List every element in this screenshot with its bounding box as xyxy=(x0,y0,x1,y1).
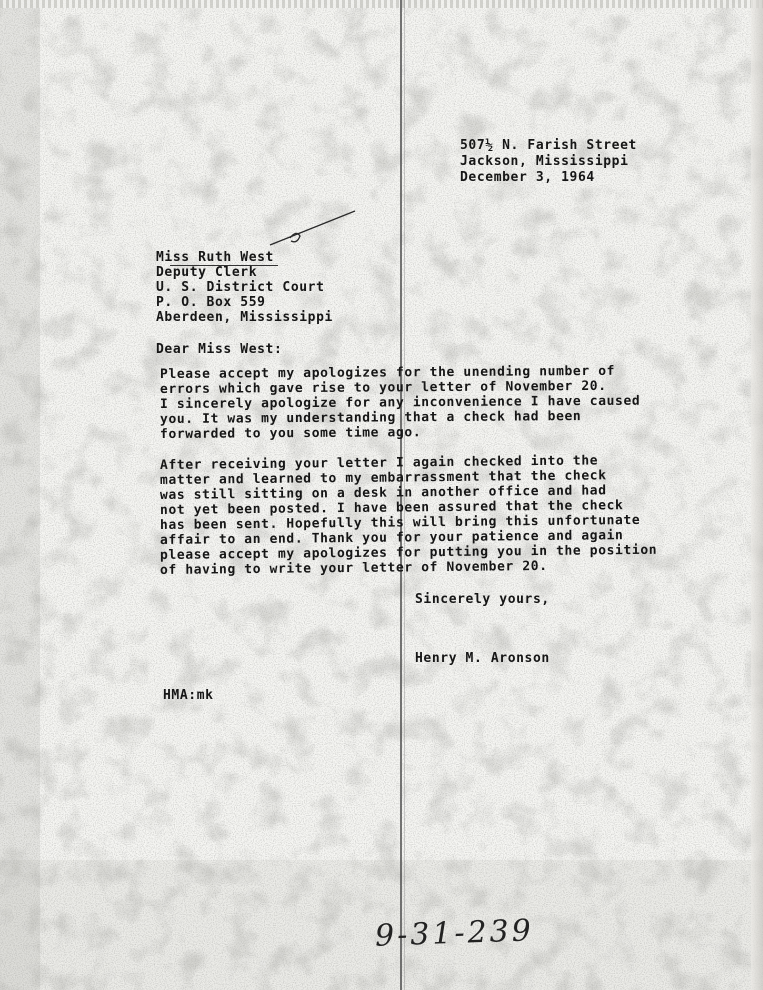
closing: Sincerely yours, xyxy=(415,592,550,607)
salutation: Dear Miss West: xyxy=(156,342,283,357)
signature-name: Henry M. Aronson xyxy=(415,651,550,666)
recipient-city: Aberdeen, Mississippi xyxy=(156,310,333,325)
paragraph-2-line: has been sent. Hopefully this will bring this unfortunate xyxy=(159,512,641,533)
sender-address-line: 507½ N. Farish Street xyxy=(460,138,637,153)
paragraph-2-line: matter and learned to my embarrassment that the check xyxy=(159,468,607,488)
paragraph-1-line: Please accept my apologizes for the unending number of xyxy=(159,363,616,382)
recipient-po-box: P. O. Box 559 xyxy=(156,295,266,310)
paragraph-2-line: of having to write your letter of November 20. xyxy=(159,558,548,578)
paragraph-2-line: was still sitting on a desk in another office and had xyxy=(159,483,607,503)
paragraph-1-line: errors which gave rise to your letter of November 20. xyxy=(159,378,607,397)
recipient-title: Deputy Clerk xyxy=(156,265,258,280)
handwritten-file-number: 9-31-239 xyxy=(374,913,535,954)
paragraph-2-line: After receiving your letter I again checked into the xyxy=(159,453,599,473)
paragraph-2-line: not yet been posted. I have been assured that the check xyxy=(159,498,624,518)
pen-check-mark xyxy=(250,205,370,255)
paragraph-1-line: you. It was my understanding that a check had been xyxy=(159,409,582,427)
recipient-name: Miss Ruth West xyxy=(156,250,274,265)
letter-date: December 3, 1964 xyxy=(460,170,595,185)
paragraph-1-line: I sincerely apologize for any inconvenience I have caused xyxy=(159,393,641,412)
page-right-edge xyxy=(751,0,763,990)
recipient-organization: U. S. District Court xyxy=(156,280,325,295)
page-top-edge xyxy=(0,0,763,8)
paragraph-1-line: forwarded to you some time ago. xyxy=(159,425,422,442)
paragraph-2-line: please accept my apologizes for putting you in the position xyxy=(159,542,658,563)
sender-address-line: Jackson, Mississippi xyxy=(460,154,629,169)
reference-initials: HMA:mk xyxy=(163,688,214,703)
paragraph-2-line: affair to an end. Thank you for your patience and again xyxy=(159,528,624,548)
